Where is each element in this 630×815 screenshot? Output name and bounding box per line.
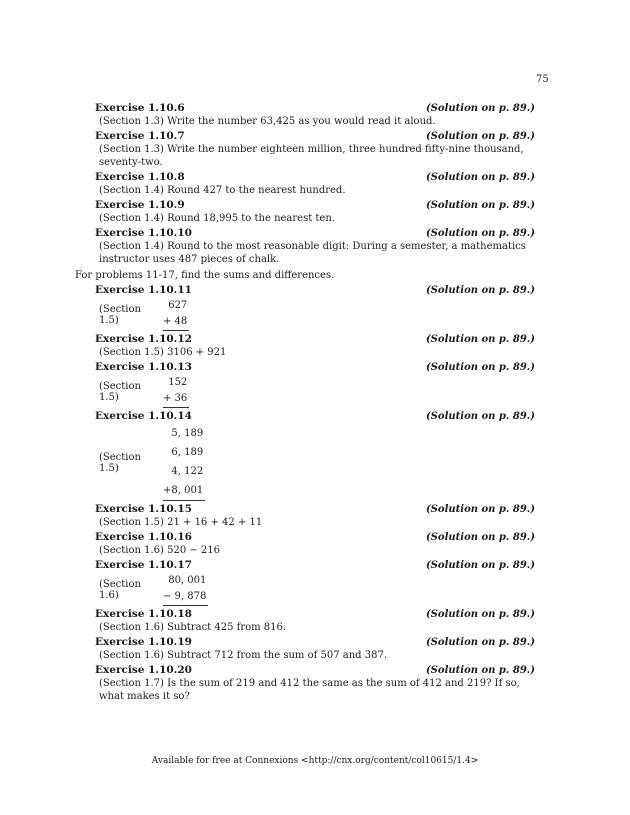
- exercise-text: (Section 1.4) Round 427 to the nearest hundred.: [99, 185, 346, 196]
- exercise-title: Exercise 1.10.17: [95, 559, 192, 571]
- exercise-1-10-9: [95, 199, 535, 225]
- exercise-1-10-19: [95, 636, 535, 662]
- exercise-title: Exercise 1.10.7: [95, 130, 185, 142]
- exercise-text: (Section 1.5) 3106 + 921: [99, 347, 227, 358]
- section-ref: (Section 1.5): [99, 303, 141, 326]
- solution-link[interactable]: (Solution on p. 89.): [425, 362, 535, 373]
- exercise-title: Exercise 1.10.8: [95, 171, 185, 183]
- operand: − 9, 878: [163, 589, 208, 606]
- exercise-1-10-6: [95, 102, 535, 128]
- vertical-arithmetic: [95, 298, 535, 331]
- exercise-1-10-11: [95, 284, 535, 331]
- vertical-arithmetic: [95, 375, 535, 408]
- exercise-title: Exercise 1.10.14: [95, 410, 192, 422]
- exercise-text: (Section 1.3) Write the number 63,425 as you would read it aloud.: [99, 116, 436, 127]
- exercise-1-10-13: [95, 361, 535, 408]
- exercise-1-10-12: [95, 333, 535, 359]
- operand: 152: [168, 377, 188, 388]
- solution-link[interactable]: (Solution on p. 89.): [425, 411, 535, 422]
- exercise-title: Exercise 1.10.6: [95, 102, 185, 114]
- exercise-title: Exercise 1.10.15: [95, 503, 192, 515]
- exercise-title: Exercise 1.10.10: [95, 227, 192, 239]
- solution-link[interactable]: (Solution on p. 89.): [425, 665, 535, 676]
- exercise-1-10-7: [95, 130, 535, 169]
- vertical-arithmetic: [95, 424, 535, 501]
- exercise-1-10-18: [95, 608, 535, 634]
- solution-link[interactable]: (Solution on p. 89.): [425, 532, 535, 543]
- solution-link[interactable]: (Solution on p. 89.): [425, 228, 535, 239]
- solution-link[interactable]: (Solution on p. 89.): [425, 172, 535, 183]
- solution-link[interactable]: (Solution on p. 89.): [425, 609, 535, 620]
- vertical-arithmetic: [95, 573, 535, 606]
- page-number: 75: [536, 74, 549, 85]
- exercise-text: (Section 1.5) 21 + 16 + 42 + 11: [99, 517, 263, 528]
- operand: + 36: [163, 391, 189, 408]
- exercise-title: Exercise 1.10.12: [95, 333, 192, 345]
- exercise-title: Exercise 1.10.20: [95, 664, 192, 676]
- solution-link[interactable]: (Solution on p. 89.): [425, 285, 535, 296]
- operand: 627: [168, 300, 188, 311]
- solution-link[interactable]: (Solution on p. 89.): [425, 334, 535, 345]
- operand: 5, 189: [171, 428, 204, 439]
- exercise-title: Exercise 1.10.9: [95, 199, 185, 211]
- exercise-1-10-15: [95, 503, 535, 529]
- section-ref: (Section 1.6): [99, 578, 141, 601]
- solution-link[interactable]: (Solution on p. 89.): [425, 560, 535, 571]
- exercise-list: [0, 102, 630, 705]
- section-ref: (Section 1.5): [99, 380, 141, 403]
- operand: + 48: [163, 314, 189, 331]
- section-ref: (Section 1.5): [99, 451, 141, 474]
- exercise-title: Exercise 1.10.11: [95, 284, 192, 296]
- operand: 6, 189: [171, 447, 204, 458]
- exercise-title: Exercise 1.10.16: [95, 531, 192, 543]
- operand: +8, 001: [163, 481, 205, 501]
- exercise-text: (Section 1.4) Round 18,995 to the nearest ten.: [99, 213, 335, 224]
- exercise-1-10-20: [95, 664, 535, 703]
- exercise-1-10-14: [95, 410, 535, 501]
- exercise-title: Exercise 1.10.19: [95, 636, 192, 648]
- operand: 80, 001: [168, 575, 207, 586]
- exercise-text: (Section 1.6) 520 − 216: [99, 545, 221, 556]
- exercise-1-10-8: [95, 171, 535, 197]
- exercise-1-10-16: [95, 531, 535, 557]
- solution-link[interactable]: (Solution on p. 89.): [425, 200, 535, 211]
- solution-link[interactable]: (Solution on p. 89.): [425, 637, 535, 648]
- exercise-1-10-17: [95, 559, 535, 606]
- operand: 4, 122: [171, 466, 204, 477]
- exercise-text: (Section 1.7) Is the sum of 219 and 412 the same as the sum of 412 and 219? If so, what makes it so?: [99, 678, 520, 702]
- exercise-text: (Section 1.6) Subtract 425 from 816.: [99, 622, 287, 633]
- exercise-title: Exercise 1.10.18: [95, 608, 192, 620]
- solution-link[interactable]: (Solution on p. 89.): [425, 504, 535, 515]
- exercise-text: (Section 1.6) Subtract 712 from the sum of 507 and 387.: [99, 650, 387, 661]
- problems-intro: For problems 11-17, find the sums and differences.: [75, 270, 335, 281]
- solution-link[interactable]: (Solution on p. 89.): [425, 103, 535, 114]
- footer-availability: Available for free at Connexions <http://cnx.org/content/col10615/1.4>: [151, 756, 479, 766]
- exercise-text: (Section 1.4) Round to the most reasonable digit: During a semester, a mathematics instructor uses 487 pieces of chalk.: [99, 241, 526, 265]
- exercise-text: (Section 1.3) Write the number eighteen million, three hundred fifty-nine thousand, seventy-two.: [99, 144, 524, 168]
- exercise-title: Exercise 1.10.13: [95, 361, 192, 373]
- exercise-1-10-10: [95, 227, 535, 266]
- solution-link[interactable]: (Solution on p. 89.): [425, 131, 535, 142]
